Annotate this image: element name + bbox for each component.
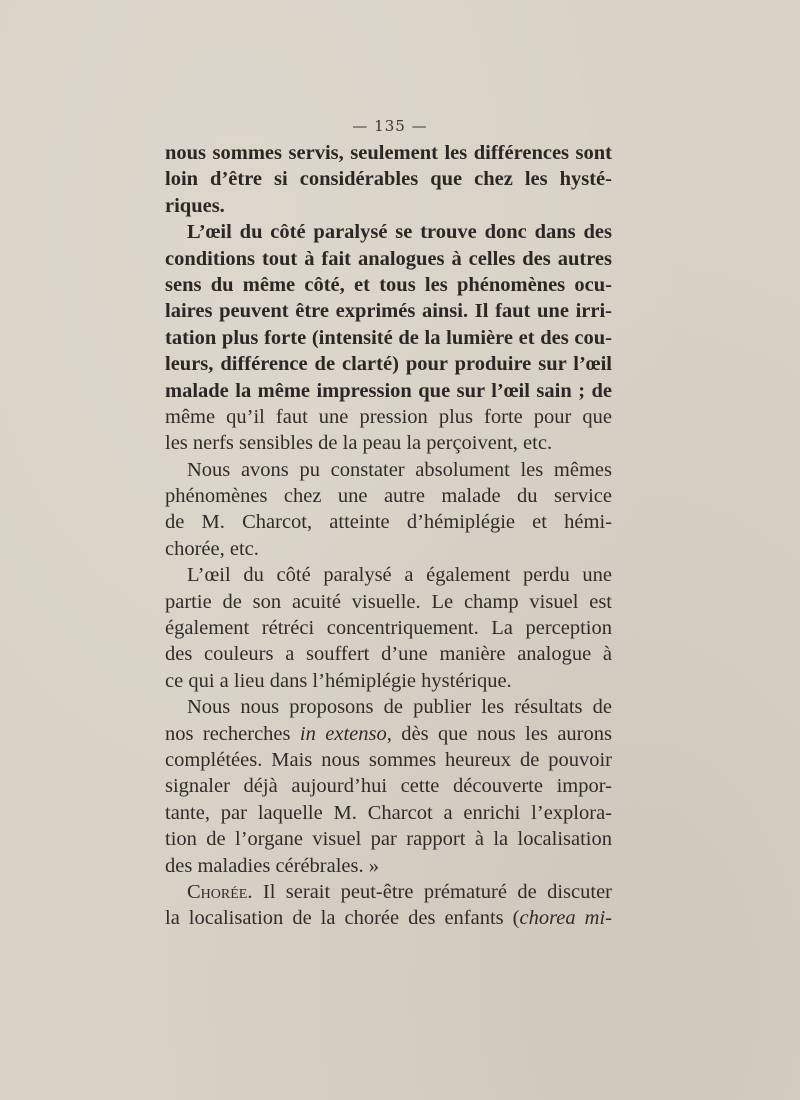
paragraph-2 <box>165 219 612 457</box>
paragraph-5 <box>165 694 612 879</box>
text-line: conditions tout à fait analogues à celles des autres <box>165 247 612 270</box>
text-line: Nous avons pu constater absolument les mêmes <box>187 458 612 481</box>
text-line: Nous nous proposons de publier les résultats de <box>187 696 612 719</box>
paragraph-3 <box>165 457 612 563</box>
text-fragment: nos recherches <box>165 722 300 745</box>
text-line: signaler déjà aujourd’hui cette découverte impor- <box>165 775 612 798</box>
page-number: — 135 — <box>352 117 428 135</box>
paragraph-4 <box>165 562 612 694</box>
text-fragment: la localisation de la chorée des enfants ( <box>165 907 520 930</box>
text-line: également rétréci concentriquement. La perception <box>165 617 612 640</box>
italic-phrase: chorea mi- <box>519 907 612 930</box>
text-line: partie de son acuité visuelle. Le champ visuel est <box>165 590 612 613</box>
text-line: L’œil du côté paralysé a également perdu une <box>187 564 612 587</box>
paragraph-6 <box>165 879 612 932</box>
text-line: des couleurs a souffert d’une manière analogue à <box>165 643 612 666</box>
text-line: complétées. Mais nous sommes heureux de pouvoir <box>165 748 612 771</box>
text-line: riques. <box>165 194 225 217</box>
text-line: sens du même côté, et tous les phénomènes ocu- <box>165 273 612 296</box>
text-line: loin d’être si considérables que chez les hysté- <box>165 168 612 191</box>
paragraph-1 <box>165 140 612 219</box>
text-line: ce qui a lieu dans l’hémiplégie hystérique. <box>165 669 512 692</box>
text-fragment: , dès que nous les aurons <box>386 722 612 745</box>
text-line: des maladies cérébrales. » <box>165 854 380 877</box>
text-line: laires peuvent être exprimés ainsi. Il faut une irri- <box>165 300 612 323</box>
text-line <box>165 879 612 905</box>
text-fragment: Il serait peut-être prématuré de discuter <box>252 880 612 903</box>
text-line: tation plus forte (intensité de la lumière et des cou- <box>165 326 612 349</box>
text-line: phénomènes chez une autre malade du service <box>165 485 612 508</box>
text-line <box>165 721 612 747</box>
text-line: malade la même impression que sur l’œil sain ; de <box>165 379 612 402</box>
body-text <box>165 140 612 932</box>
italic-phrase: in extenso <box>299 722 387 745</box>
text-line: tante, par laquelle M. Charcot a enrichi l’explora- <box>165 801 612 824</box>
section-heading: Chorée. <box>187 880 253 903</box>
text-line: les nerfs sensibles de la peau la perçoivent, etc. <box>165 432 553 455</box>
text-line <box>165 905 612 931</box>
text-line: L’œil du côté paralysé se trouve donc dans des <box>187 221 612 244</box>
text-line: même qu’il faut une pression plus forte pour que <box>165 405 612 428</box>
text-line: nous sommes servis, seulement les différences sont <box>165 142 612 164</box>
text-line: leurs, différence de clarté) pour produire sur l’œil <box>165 353 612 376</box>
text-line: de M. Charcot, atteinte d’hémiplégie et hémi- <box>165 511 612 534</box>
text-line: chorée, etc. <box>165 537 259 560</box>
text-line: tion de l’organe visuel par rapport à la localisation <box>165 828 612 851</box>
